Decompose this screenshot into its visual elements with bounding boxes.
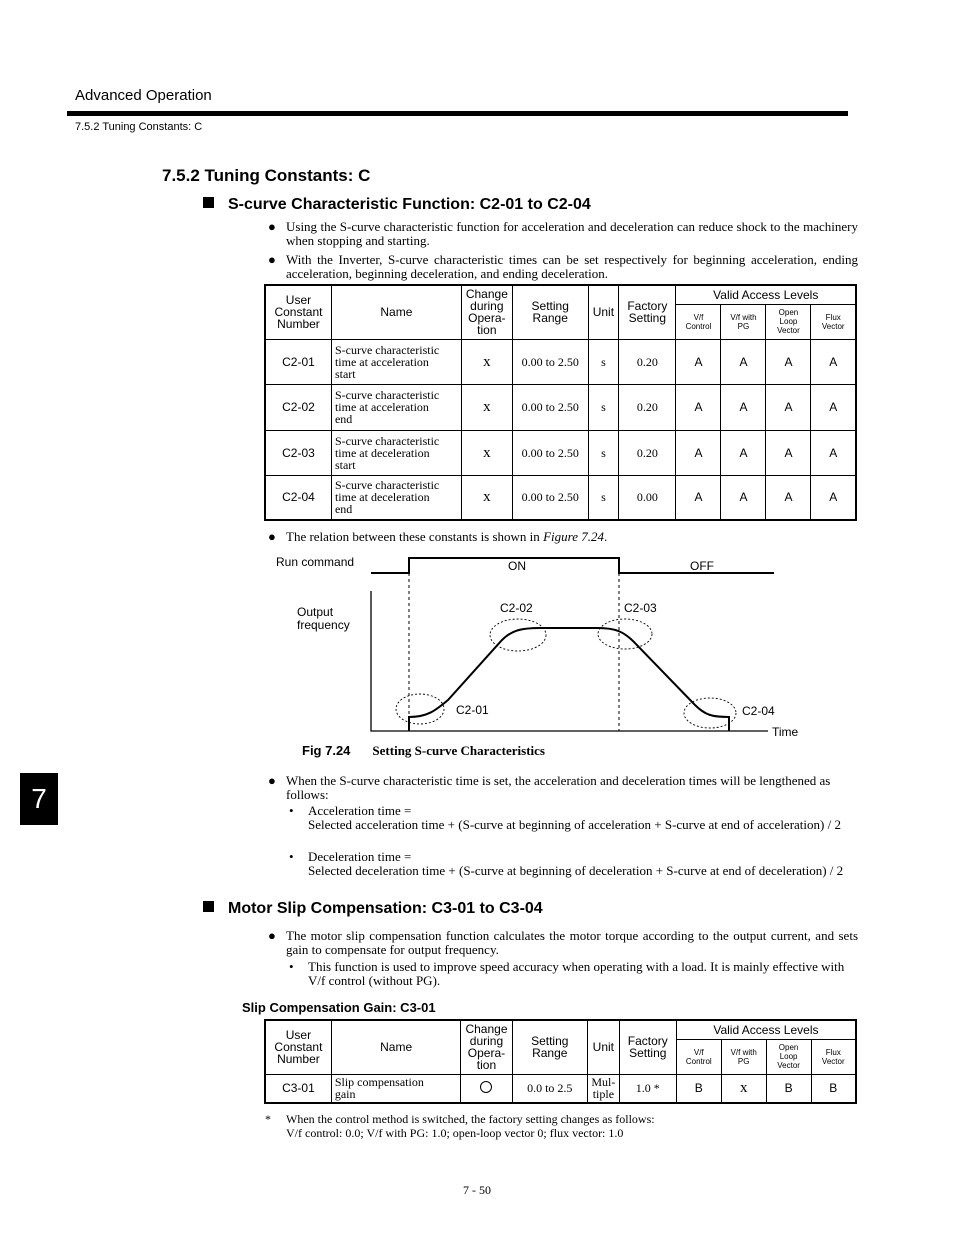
th-vf-with-pg: V/f with PG <box>721 304 766 339</box>
run-command-label: Run command <box>276 555 355 569</box>
bullet-dot-icon: ● <box>268 773 276 788</box>
th-unit: Unit <box>588 1020 620 1074</box>
sub-bullet-icon: • <box>289 849 294 864</box>
cell-constant-number: C3-01 <box>265 1074 331 1103</box>
cell-flux: A <box>811 430 856 475</box>
cell-olv: B <box>766 1074 811 1103</box>
cell-unit: Mul- tiple <box>588 1074 620 1103</box>
th-vf-control: V/f Control <box>676 304 721 339</box>
cell-name: S-curve characteristic time at acceleration end <box>331 384 461 430</box>
cell-change: x <box>461 384 512 430</box>
th-vf-with-pg: V/f with PG <box>721 1039 766 1074</box>
cell-range: 0.00 to 2.50 <box>512 475 588 520</box>
cell-unit: s <box>588 384 619 430</box>
th-valid-access-levels: Valid Access Levels <box>676 285 856 304</box>
bullet-dot-icon: ● <box>268 219 276 234</box>
cell-vf: A <box>676 384 721 430</box>
cell-name: S-curve characteristic time at deceleration start <box>331 430 461 475</box>
cell-vfpg: x <box>721 1074 766 1103</box>
cell-flux: A <box>811 475 856 520</box>
th-user-constant: User Constant Number <box>265 1020 331 1074</box>
th-factory-setting: Factory Setting <box>619 285 676 339</box>
cell-name: S-curve characteristic time at deceleration end <box>331 475 461 520</box>
cell-vf: A <box>676 475 721 520</box>
th-setting-range: Setting Range <box>512 1020 588 1074</box>
cell-olv: A <box>766 339 811 384</box>
cell-change: x <box>461 339 512 384</box>
th-change-during-operation: Change during Opera- tion <box>461 1020 512 1074</box>
cell-unit: s <box>588 339 619 384</box>
c2-03-label: C2-03 <box>624 601 657 615</box>
scurve-bullet-1: ● Using the S-curve characteristic function for acceleration and deceleration can reduce shock to the machinery when stopping and starting. <box>268 219 858 248</box>
cell-unit: s <box>588 475 619 520</box>
square-bullet-icon <box>203 901 214 912</box>
th-open-loop-vector: Open Loop Vector <box>766 304 811 339</box>
c2-02-region <box>490 619 546 651</box>
th-name: Name <box>331 285 461 339</box>
cell-flux: A <box>811 384 856 430</box>
cell-constant-number: C2-04 <box>265 475 331 520</box>
frequency-axes <box>371 591 768 731</box>
sub-bullet-icon: • <box>289 803 294 818</box>
cell-olv: A <box>766 384 811 430</box>
cell-vfpg: A <box>721 475 766 520</box>
th-vf-control: V/f Control <box>676 1039 721 1074</box>
cell-olv: A <box>766 475 811 520</box>
cell-flux: A <box>811 339 856 384</box>
off-label: OFF <box>690 559 714 573</box>
th-setting-range: Setting Range <box>512 285 588 339</box>
cell-vfpg: A <box>721 384 766 430</box>
cell-range: 0.00 to 2.50 <box>512 339 588 384</box>
cell-constant-number: C2-01 <box>265 339 331 384</box>
section-title: 7.5.2 Tuning Constants: C <box>162 166 371 185</box>
bullet-dot-icon: ● <box>268 928 276 943</box>
deceleration-formula: • Deceleration time = Selected deceleration time + (S-curve at beginning of deceleration + S-curve at end of deceleration) / 2 <box>289 849 844 878</box>
lengthen-bullet: ● When the S-curve characteristic time is set, the acceleration and deceleration times will be lengthened as follows: <box>268 773 831 802</box>
cell-vf: A <box>676 430 721 475</box>
th-name: Name <box>331 1020 461 1074</box>
th-valid-access-levels: Valid Access Levels <box>676 1020 856 1039</box>
page-number: 7 - 50 <box>463 1183 491 1197</box>
cell-vf: A <box>676 339 721 384</box>
cell-change: x <box>461 430 512 475</box>
slip-sub-bullet: • This function is used to improve speed accuracy when operating with a load. It is mainly effective with V/f control (without PG). <box>289 959 845 988</box>
c2-04-label: C2-04 <box>742 704 775 718</box>
chapter-tab: 7 <box>20 773 58 825</box>
cell-factory: 1.0 * <box>619 1074 676 1103</box>
slip-heading-text: Motor Slip Compensation: C3-01 to C3-04 <box>228 900 543 917</box>
th-flux-vector: Flux Vector <box>811 1039 856 1074</box>
cell-change <box>461 1074 512 1103</box>
cell-factory: 0.20 <box>619 384 676 430</box>
output-frequency-label-line1: Output <box>297 605 334 619</box>
output-frequency-label-line2: frequency <box>297 618 350 632</box>
footnote-line-1: When the control method is switched, the factory setting changes as follows: <box>286 1112 655 1126</box>
time-axis-label: Time <box>772 725 799 739</box>
relation-bullet: ● The relation between these constants is shown in Figure 7.24. <box>268 529 608 544</box>
cell-constant-number: C2-02 <box>265 384 331 430</box>
cell-olv: A <box>766 430 811 475</box>
th-open-loop-vector: Open Loop Vector <box>766 1039 811 1074</box>
cell-vfpg: A <box>721 339 766 384</box>
th-unit: Unit <box>588 285 619 339</box>
cell-unit: s <box>588 430 619 475</box>
acceleration-formula: • Acceleration time = Selected acceleration time + (S-curve at beginning of acceleration + S-curve at end of acceleration) / 2 <box>289 803 841 832</box>
running-header-section: Advanced Operation <box>75 87 212 104</box>
slip-gain-table <box>264 1019 857 1104</box>
cell-name: Slip compensation gain <box>331 1074 461 1103</box>
th-change-during-operation: Change during Opera- tion <box>461 285 512 339</box>
slip-heading <box>203 900 543 918</box>
scurve-bullet-2: ● With the Inverter, S-curve characteristic times can be set respectively for beginning acceleration, ending acceleration, beginning deceleration, and ending deceleration. <box>268 252 858 281</box>
running-header-subsection: 7.5.2 Tuning Constants: C <box>75 121 203 133</box>
cell-change: x <box>461 475 512 520</box>
cell-constant-number: C2-03 <box>265 430 331 475</box>
footnote-star: * <box>265 1112 271 1126</box>
cell-range: 0.0 to 2.5 <box>512 1074 588 1103</box>
sub-bullet-icon: • <box>289 959 294 974</box>
th-user-constant: User Constant Number <box>265 285 331 339</box>
c2-02-label: C2-02 <box>500 601 533 615</box>
footnote-line-2: V/f control: 0.0; V/f with PG: 1.0; open-loop vector 0; flux vector: 1.0 <box>286 1126 624 1140</box>
cell-vfpg: A <box>721 430 766 475</box>
bullet-dot-icon: ● <box>268 529 276 544</box>
cell-factory: 0.20 <box>619 430 676 475</box>
on-label: ON <box>508 559 526 573</box>
changeable-circle-icon <box>480 1081 492 1093</box>
slip-gain-heading: Slip Compensation Gain: C3-01 <box>242 1000 436 1015</box>
cell-vf: B <box>676 1074 721 1103</box>
cell-factory: 0.00 <box>619 475 676 520</box>
slip-bullet: ● The motor slip compensation function calculates the motor torque according to the output current, and sets gain to compensate for output frequency. <box>268 928 858 957</box>
table-row <box>265 1074 856 1103</box>
cell-flux: B <box>811 1074 856 1103</box>
bullet-dot-icon: ● <box>268 252 276 267</box>
figure-caption: Fig 7.24 Setting S-curve Characteristics <box>302 743 545 758</box>
cell-range: 0.00 to 2.50 <box>512 430 588 475</box>
cell-factory: 0.20 <box>619 339 676 384</box>
scurve-heading-text: S-curve Characteristic Function: C2-01 to C2-04 <box>228 196 591 213</box>
cell-name: S-curve characteristic time at acceleration start <box>331 339 461 384</box>
th-flux-vector: Flux Vector <box>811 304 856 339</box>
th-factory-setting: Factory Setting <box>619 1020 676 1074</box>
cell-range: 0.00 to 2.50 <box>512 384 588 430</box>
figure-reference: Figure 7.24 <box>543 529 604 544</box>
c2-01-label: C2-01 <box>456 703 489 717</box>
